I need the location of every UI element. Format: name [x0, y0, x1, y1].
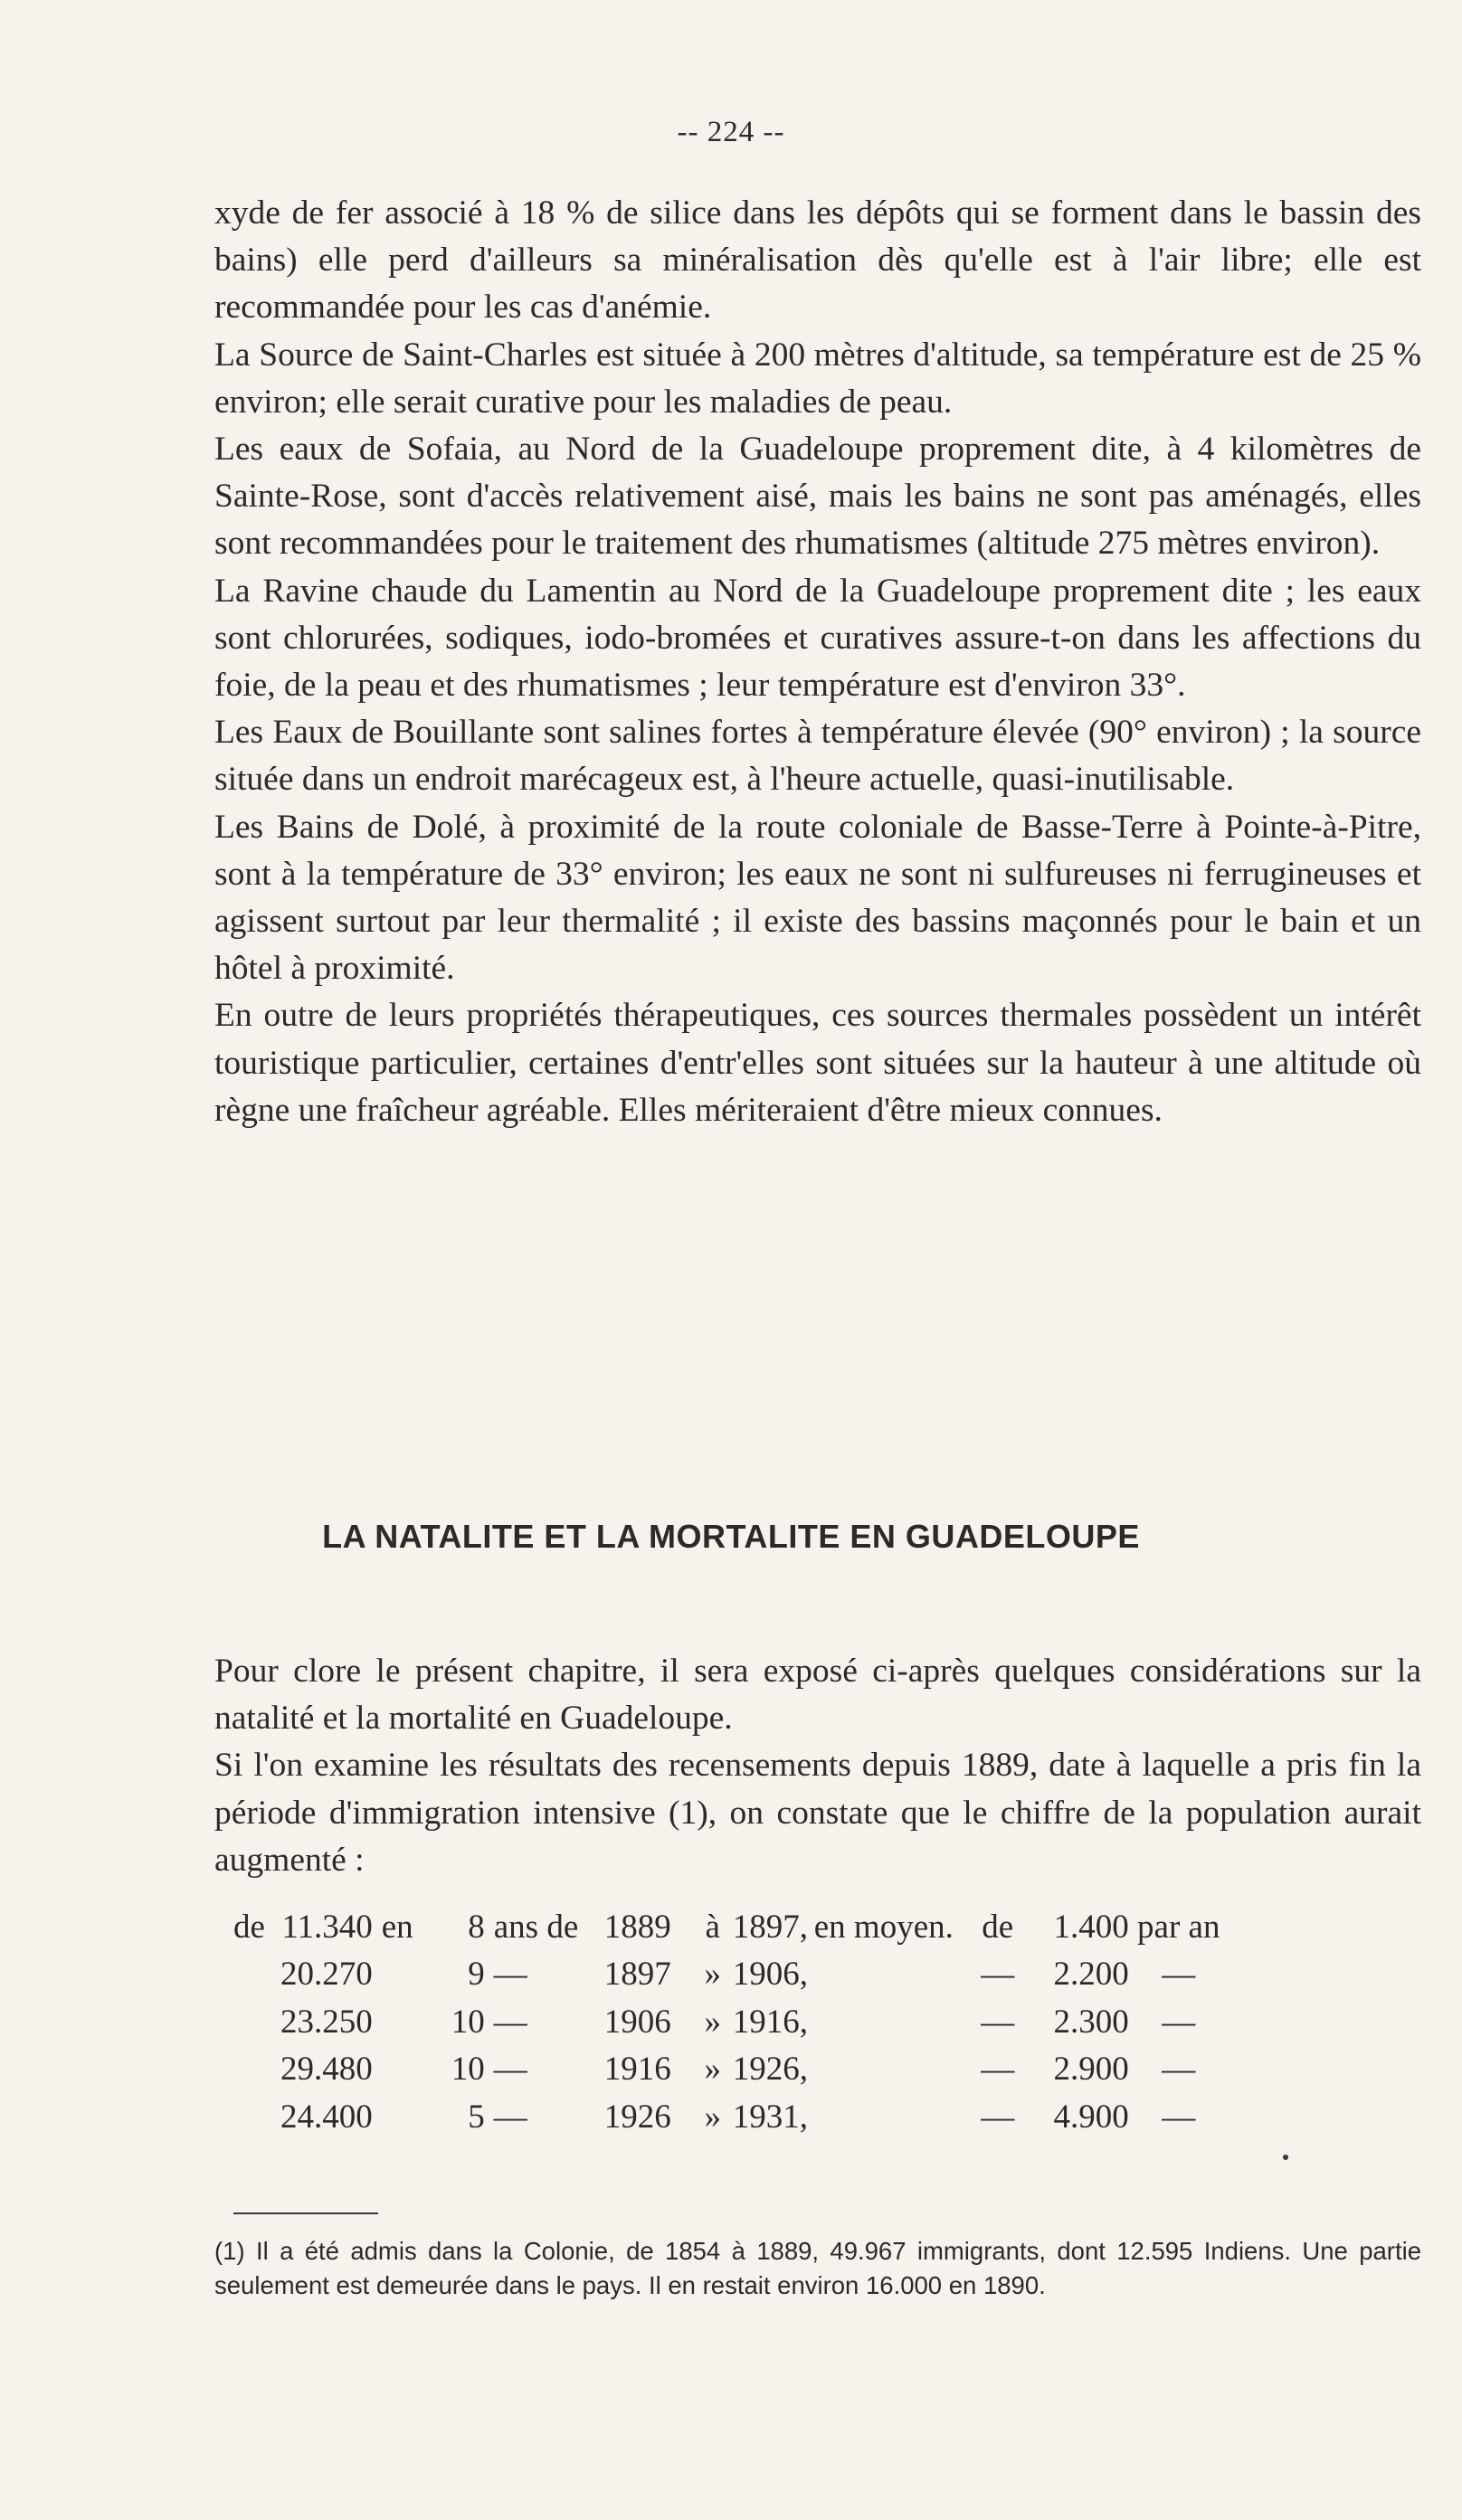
section-title: LA NATALITE ET LA MORTALITE EN GUADELOUPE	[322, 1518, 1140, 1555]
table-cell-per: —	[1162, 2098, 1196, 2136]
table-cell-to: 1906,	[732, 1956, 808, 1994]
table-cell-per: —	[1162, 1956, 1196, 1994]
paragraph-saint-charles: La Source de Saint-Charles est située à 200 mètres d'altitude, sa température est de 25 % environ; elle serait curative pour les maladies de peau.	[214, 336, 1421, 421]
table-cell-per: par an	[1137, 1908, 1220, 1946]
table-cell-years: 10	[451, 2051, 485, 2089]
table-cell-sep: à	[705, 1908, 720, 1946]
table-cell-increase: 11.340	[281, 1908, 373, 1946]
table-row	[233, 2093, 1229, 2141]
table-cell-unit: —	[493, 1956, 527, 1994]
population-increase-table	[233, 1903, 1229, 2141]
footnote-divider	[233, 2212, 378, 2214]
table-cell-years: 5	[468, 2098, 485, 2136]
table-cell-from: 1897	[603, 1956, 671, 1994]
table-cell-unit: ans de	[493, 1908, 579, 1946]
table-cell-en	[382, 1998, 438, 2046]
table-cell-sep: »	[704, 1956, 721, 1994]
paragraph-tourism: En outre de leurs propriétés thérapeutiques, ces sources thermales possèdent un intérêt touristique particulier, certaines d'entr'elles sont situées sur la hauteur à une altitude où règne une fraîcheur agréable. Elles mériteraient d'être mieux connues.	[214, 997, 1421, 1129]
thermal-springs-text	[214, 190, 1421, 1134]
table-cell-prefix	[233, 1951, 280, 1999]
table-row	[233, 1951, 1229, 1999]
paragraph-intro: Pour clore le présent chapitre, il sera exposé ci-après quelques considérations sur la natalité et la mortalité en Guadeloupe.	[214, 1653, 1421, 1738]
print-speck	[1283, 2155, 1288, 2160]
table-cell-per: —	[1162, 2051, 1196, 2089]
table-cell-increase: 29.480	[280, 2051, 373, 2089]
table-cell-from: 1906	[603, 2003, 671, 2041]
table-cell-avg: 2.900	[1053, 2051, 1129, 2089]
table-cell-years: 8	[468, 1908, 485, 1946]
table-cell-to: 1916,	[732, 2003, 808, 2041]
table-cell-unit: —	[493, 2051, 527, 2089]
paragraph-bouillante: Les Eaux de Bouillante sont salines fortes à température élevée (90° environ) ; la source située dans un endroit marécageux est, à l'heure actuelle, quasi-inutilisable.	[214, 714, 1421, 799]
table-cell-avg: 4.900	[1053, 2098, 1129, 2136]
table-cell-prefix: de	[233, 1908, 265, 1946]
table-cell-moyen	[814, 2093, 970, 2141]
table-cell-unit: —	[493, 2003, 527, 2041]
footnote: (1) Il a été admis dans la Colonie, de 1854 à 1889, 49.967 immigrants, dont 12.595 Indiens. Une partie seulement est demeurée dans le pays. Il en restait environ 16.000 en 1890.	[214, 2237, 1421, 2299]
table-cell-en	[382, 2046, 438, 2094]
table-cell-moyen	[814, 1998, 970, 2046]
table-cell-de: de	[982, 1908, 1014, 1946]
table-cell-increase: 23.250	[280, 2003, 373, 2041]
table-cell-en: en	[381, 1908, 413, 1946]
table-cell-moyen	[814, 1951, 970, 1999]
table-cell-sep: »	[704, 2098, 721, 2136]
paragraph-iron-oxide: xyde de fer associé à 18 % de silice dans les dépôts qui se forment dans le bassin des bains) elle perd d'ailleurs sa minéralisation dès qu'elle est à l'air libre; elle est recommandée pour les cas d'anémie.	[214, 194, 1421, 327]
table-cell-prefix	[233, 2093, 280, 2141]
table-cell-years: 10	[451, 2003, 485, 2041]
table-cell-unit: —	[493, 2098, 527, 2136]
table-cell-sep: »	[704, 2051, 721, 2089]
table-cell-increase: 20.270	[280, 1956, 373, 1994]
table-cell-from: 1916	[603, 2051, 671, 2089]
table-cell-avg: 2.200	[1053, 1956, 1129, 1994]
table-cell-avg: 1.400	[1053, 1908, 1129, 1946]
table-cell-en	[382, 2093, 438, 2141]
table-cell-to: 1926,	[732, 2051, 808, 2089]
table-cell-from: 1926	[603, 2098, 671, 2136]
table-cell-de: —	[981, 1956, 1015, 1994]
table-cell-sep: »	[704, 2003, 721, 2041]
table-cell-en	[382, 1951, 438, 1999]
table-row	[233, 1998, 1229, 2046]
table-cell-prefix	[233, 2046, 280, 2094]
table-cell-increase: 24.400	[280, 2098, 373, 2136]
table-cell-from: 1889	[603, 1908, 671, 1946]
paragraph-ravine-chaude: La Ravine chaude du Lamentin au Nord de la Guadeloupe proprement dite ; les eaux sont chlorurées, sodiques, iodo-bromées et curatives assure-t-on dans les affections du foie, de la peau et des rhumatismes ; leur température est d'environ 33°.	[214, 572, 1421, 705]
table-cell-to: 1931,	[732, 2098, 808, 2136]
table-cell-de: —	[981, 2051, 1015, 2089]
table-cell-de: —	[981, 2003, 1015, 2041]
table-cell-prefix	[233, 1998, 280, 2046]
natality-intro-text	[214, 1648, 1421, 1884]
table-row	[233, 2046, 1229, 2094]
page-number: -- 224 --	[677, 116, 785, 148]
paragraph-sofaia: Les eaux de Sofaia, au Nord de la Guadeloupe proprement dite, à 4 kilomètres de Sainte-Rose, sont d'accès relativement aisé, mais les bains ne sont pas aménagés, elles sont recommandées pour le traitement des rhumatismes (altitude 275 mètres environ).	[214, 431, 1421, 563]
table-cell-moyen	[814, 2046, 970, 2094]
table-cell-to: 1897,	[732, 1908, 808, 1946]
table-cell-avg: 2.300	[1053, 2003, 1129, 2041]
table-cell-de: —	[981, 2098, 1015, 2136]
paragraph-bains-dole: Les Bains de Dolé, à proximité de la route coloniale de Basse-Terre à Pointe-à-Pitre, sont à la température de 33° environ; les eaux ne sont ni sulfureuses ni ferrugineuses et agissent surtout par leur thermalité ; il existe des bassins maçonnés pour le bain et un hôtel à proximité.	[214, 808, 1421, 988]
table-row	[233, 1903, 1229, 1951]
table-cell-moyen: en moyen.	[813, 1908, 954, 1946]
paragraph-census: Si l'on examine les résultats des recensements depuis 1889, date à laquelle a pris fin la période d'immigration intensive (1), on constate que le chiffre de la population aurait augmenté :	[214, 1747, 1421, 1879]
table-cell-per: —	[1162, 2003, 1196, 2041]
table-cell-years: 9	[468, 1956, 485, 1994]
